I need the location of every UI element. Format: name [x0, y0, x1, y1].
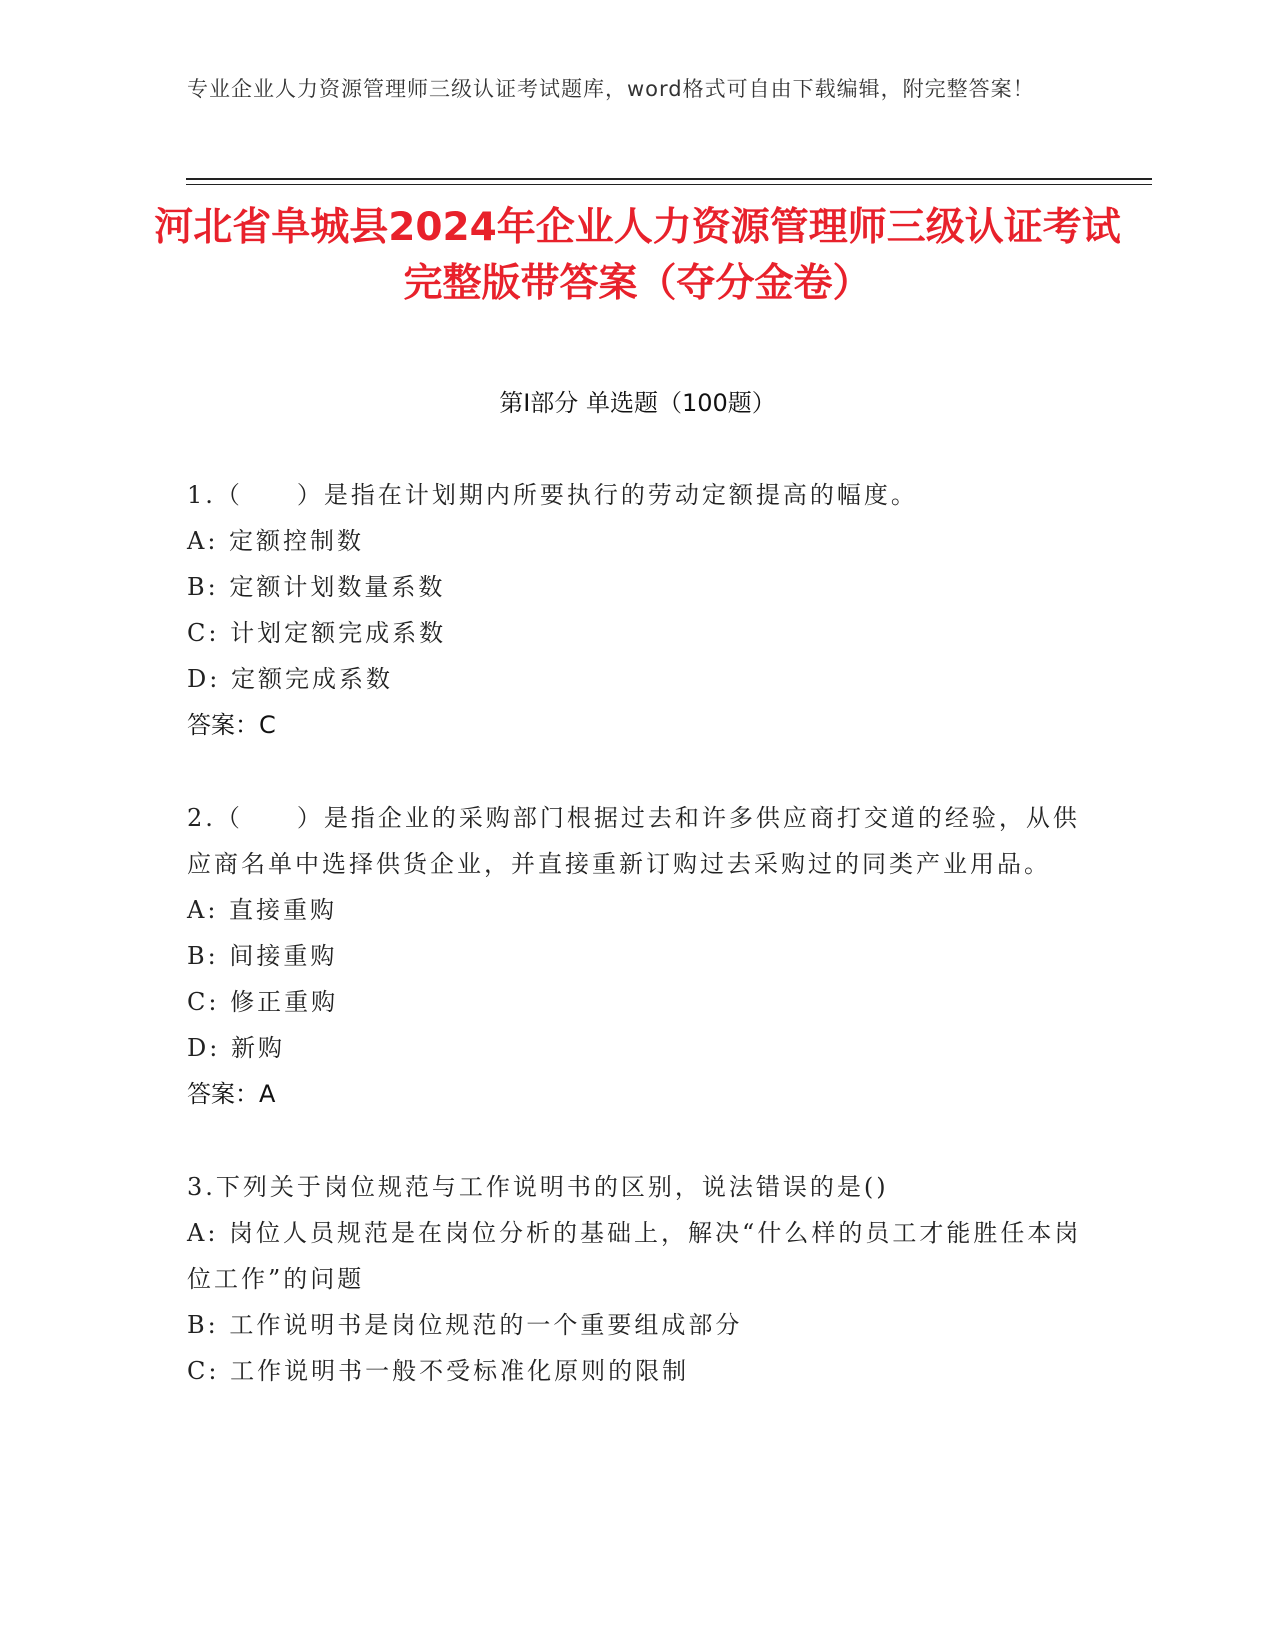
option-a: A: 定额控制数: [187, 527, 365, 555]
option-d: D: 新购: [187, 1034, 285, 1062]
option-b: B: 间接重购: [187, 942, 338, 970]
question-stem: 3.下列关于岗位规范与工作说明书的区别，说法错误的是(): [187, 1173, 889, 1201]
header-divider-thin: [186, 184, 1152, 185]
question-stem: 1.（ ）是指在计划期内所要执行的劳动定额提高的幅度。: [187, 481, 918, 509]
question-stem: 2.（ ）是指企业的采购部门根据过去和许多供应商打交道的经验，从供应商名单中选择供货企业，并直接重新订购过去采购过的同类产业用品。: [187, 804, 1080, 878]
answer: 答案：C: [187, 711, 276, 739]
header-divider-thick: [186, 178, 1152, 180]
document-title: 河北省阜城县2024年企业人力资源管理师三级认证考试完整版带答案（夺分金卷）: [154, 205, 1121, 306]
option-a: A: 直接重购: [187, 896, 338, 924]
header-note: 专业企业人力资源管理师三级认证考试题库，word格式可自由下载编辑，附完整答案！: [187, 77, 1035, 101]
option-a: A: 岗位人员规范是在岗位分析的基础上，解决“什么样的员工才能胜任本岗位工作”的问题: [187, 1219, 1082, 1293]
question-1: [187, 472, 1087, 748]
answer: 答案：A: [187, 1080, 276, 1108]
option-c: C: 修正重购: [187, 988, 339, 1016]
section-title: 第Ⅰ部分 单选题（100题）: [499, 389, 776, 417]
option-b: B: 定额计划数量系数: [187, 573, 446, 601]
question-2: [187, 795, 1087, 1117]
question-3: [187, 1164, 1087, 1394]
question-list: [187, 472, 1087, 1394]
option-d: D: 定额完成系数: [187, 665, 393, 693]
option-b: B: 工作说明书是岗位规范的一个重要组成部分: [187, 1311, 743, 1339]
option-c: C: 计划定额完成系数: [187, 619, 447, 647]
option-c: C: 工作说明书一般不受标准化原则的限制: [187, 1357, 690, 1385]
